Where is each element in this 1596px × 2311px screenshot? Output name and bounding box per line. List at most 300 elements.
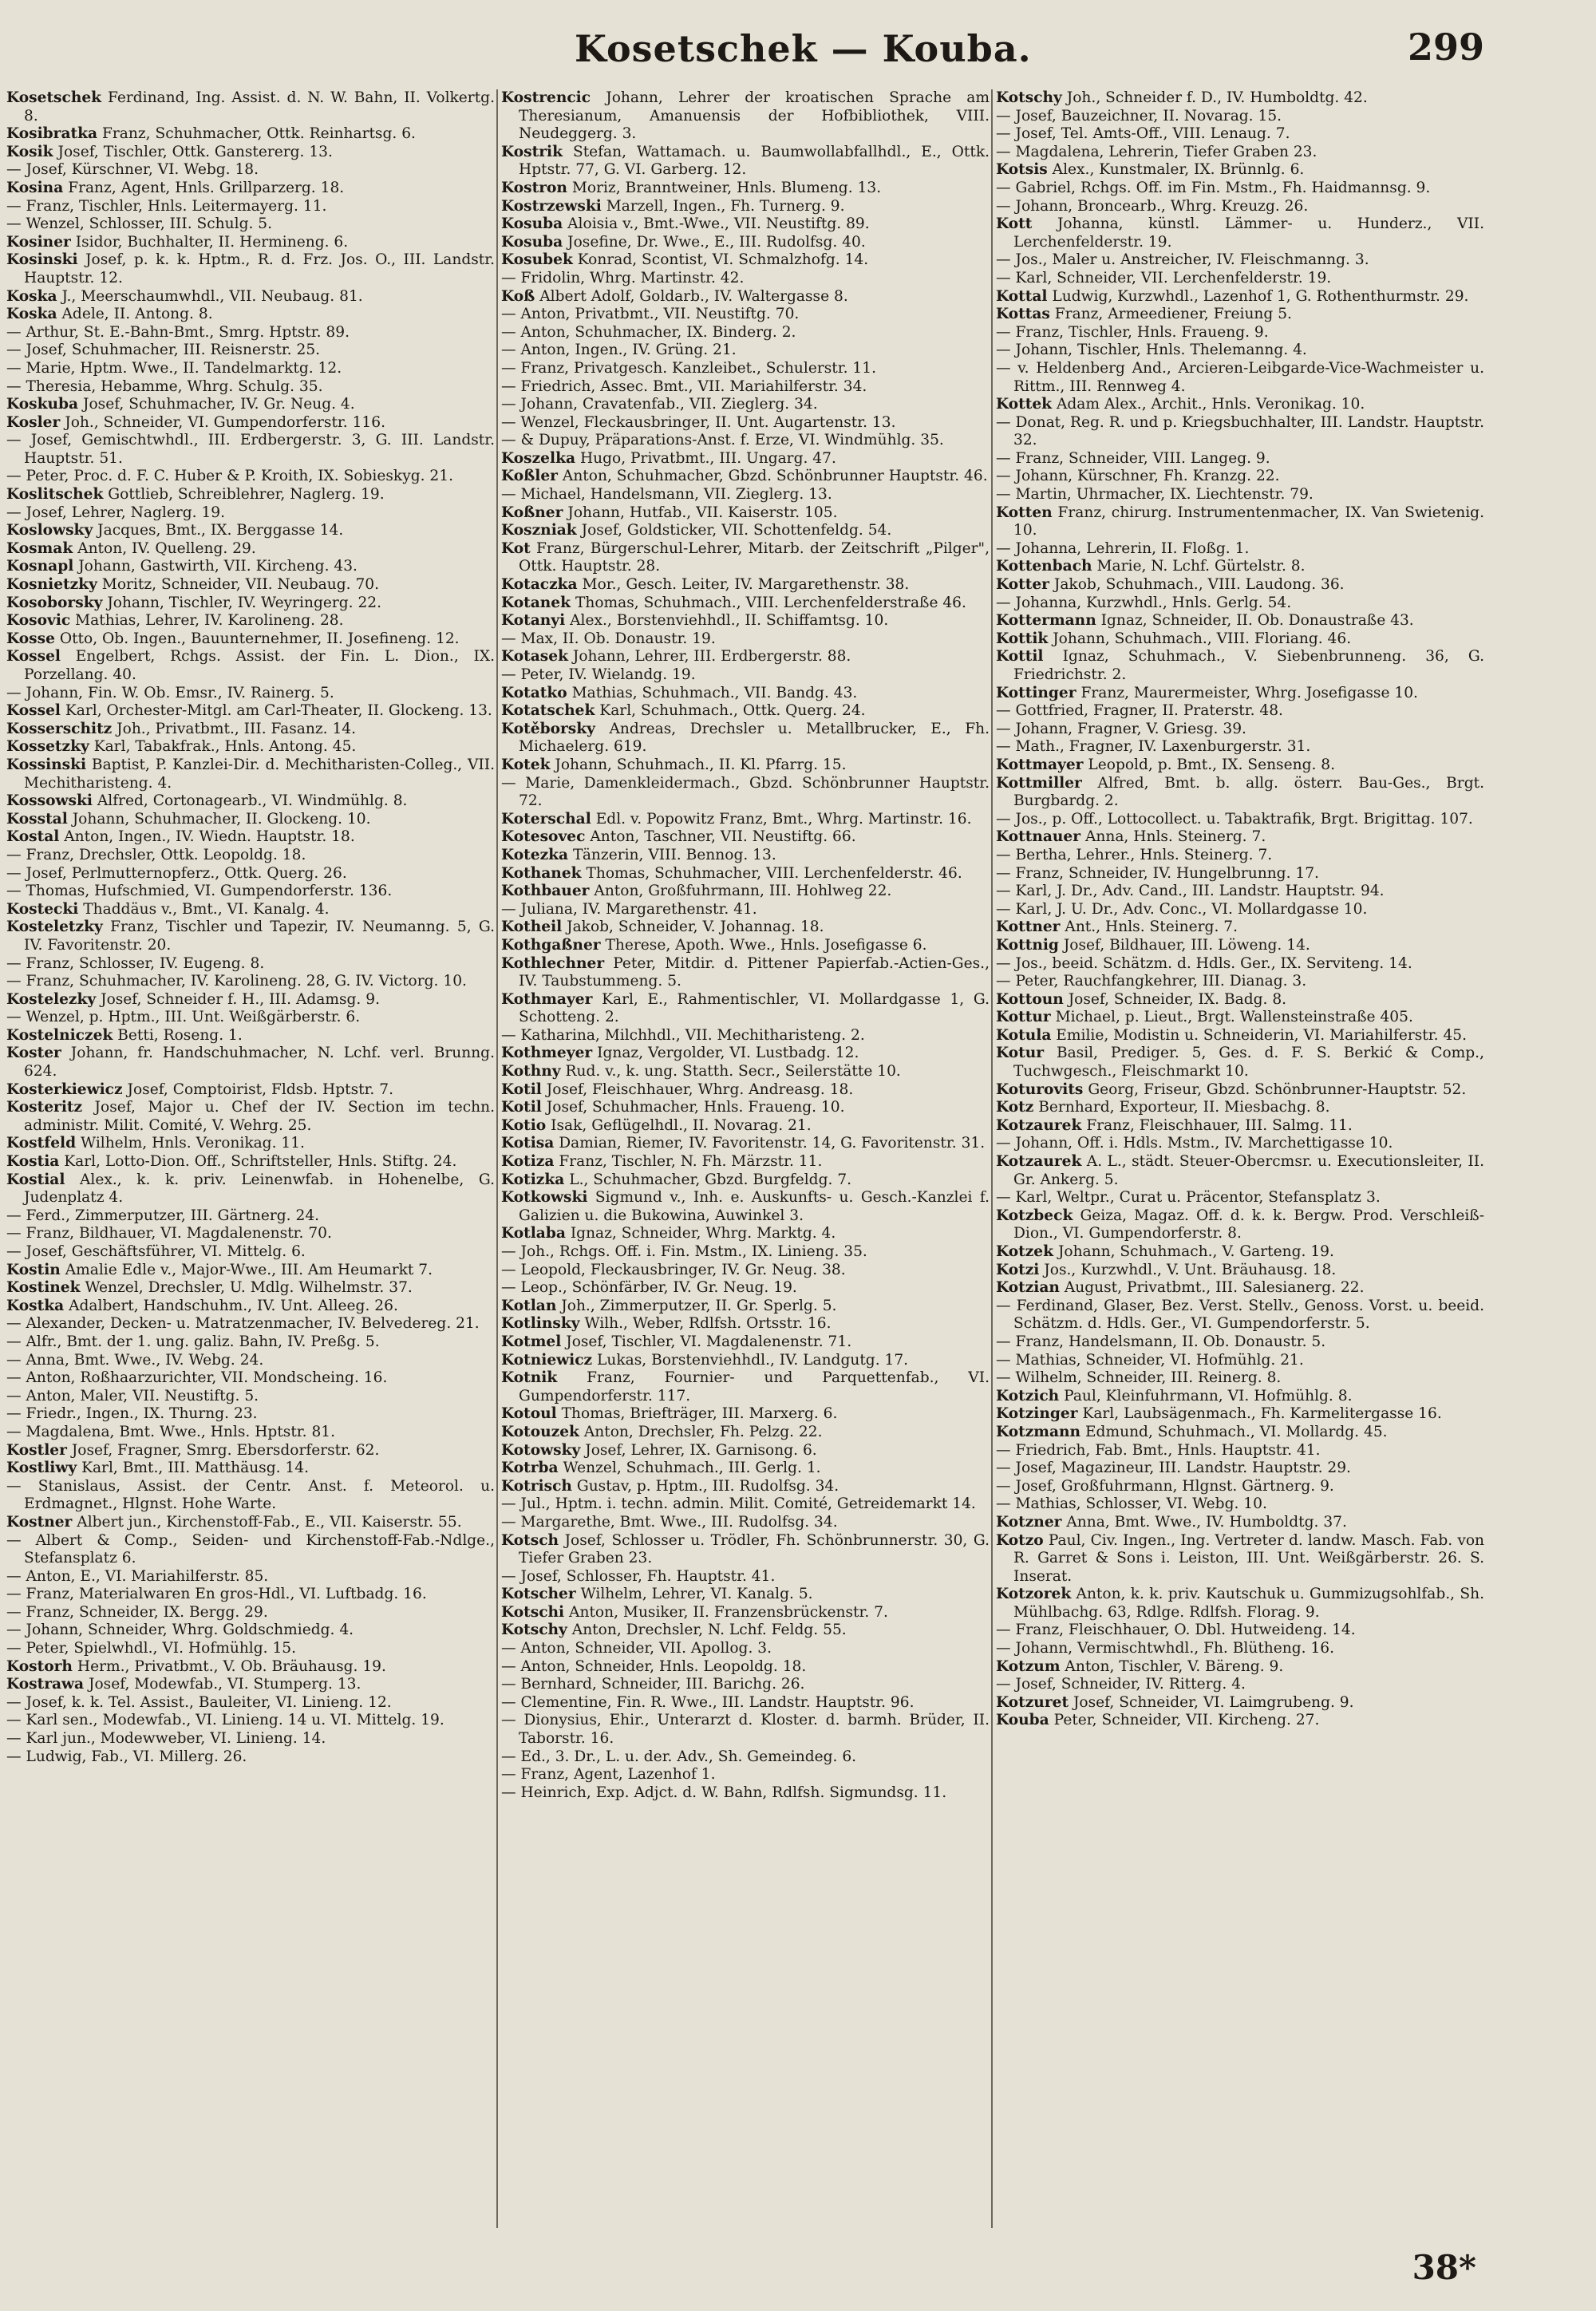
- entry-surname: Kouba: [996, 1712, 1049, 1729]
- entry-surname: Kottnig: [996, 936, 1059, 954]
- entry-details: Joh., Zimmerputzer, II. Gr. Sperlg. 5.: [561, 1297, 837, 1314]
- entry-details: — Josef, Großfuhrmann, Hlgnst. Gärtnerg. 9.: [996, 1477, 1334, 1495]
- entry-details: — Anton, Schuhmacher, IX. Binderg. 2.: [501, 323, 796, 341]
- entry-surname: Koturovits: [996, 1080, 1084, 1098]
- entry-surname: Kostorh: [6, 1657, 73, 1675]
- entry-surname: Kott: [996, 215, 1033, 233]
- directory-entry: [6, 612, 495, 630]
- entry-details: Albert jun., Kirchenstoff-Fab., E., VII. Kaiserstr. 55.: [77, 1513, 462, 1531]
- entry-details: — Max, II. Ob. Donaustr. 19.: [501, 630, 716, 647]
- directory-entry: [996, 1081, 1484, 1100]
- directory-entry: [501, 1279, 990, 1298]
- entry-details: — Karl sen., Modewfab., VI. Linieng. 14 u. VI. Mittelg. 19.: [6, 1712, 444, 1729]
- entry-details: — Josef, k. k. Tel. Assist., Bauleiter, VI. Linieng. 12.: [6, 1693, 392, 1711]
- entry-details: — Franz, Handelsmann, II. Ob. Donaustr. 5.: [996, 1333, 1326, 1350]
- directory-entry: [996, 1153, 1484, 1189]
- entry-surname: Kotio: [501, 1116, 547, 1134]
- directory-entry: [501, 198, 990, 216]
- entry-details: Damian, Riemer, IV. Favoritenstr. 14, G. Favoritenstr. 31.: [559, 1135, 986, 1152]
- entry-details: Anna, Hnls. Steinerg. 7.: [1084, 828, 1266, 846]
- directory-entry: [6, 1135, 495, 1153]
- entry-surname: Kossinski: [6, 756, 87, 773]
- entry-surname: Kot: [501, 539, 531, 557]
- entry-details: — Alexander, Decken- u. Matratzenmacher, IV. Belvedereg. 21.: [6, 1315, 480, 1333]
- entry-details: — Michael, Handelsmann, VII. Zieglerg. 13.: [501, 486, 832, 504]
- entry-details: — Karl, J. Dr., Adv. Cand., III. Landstr. Hauptstr. 94.: [996, 883, 1385, 900]
- entry-details: — Josef, Lehrer, Naglerg. 19.: [6, 504, 226, 521]
- entry-details: — Johanna, Kurzwhdl., Hnls. Gerlg. 54.: [996, 594, 1292, 611]
- entry-details: Alfred, Bmt. b. allg. österr. Bau-Ges., Brgt. Burgbardg. 2.: [1013, 774, 1484, 810]
- directory-entry: [6, 702, 495, 721]
- directory-entry: [501, 1225, 990, 1243]
- directory-entry: [6, 1045, 495, 1080]
- entry-surname: Kotter: [996, 576, 1049, 594]
- entry-surname: Kottnauer: [996, 828, 1081, 846]
- entry-details: Wenzel, Drechsler, U. Mdlg. Wilhelmstr. 37.: [85, 1279, 413, 1297]
- directory-entry: [996, 1676, 1484, 1694]
- entry-surname: Kostelniczek: [6, 1026, 113, 1044]
- directory-entry: [6, 901, 495, 919]
- directory-entry: [996, 1243, 1484, 1262]
- entry-details: Franz, Tischler und Tapezir, IV. Neumanng. 5, G. IV. Favoritenstr. 20.: [24, 918, 495, 954]
- entry-details: — Karl, J. U. Dr., Adv. Conc., VI. Mollardgasse 10.: [996, 900, 1368, 918]
- directory-entry: [6, 685, 495, 703]
- entry-details: Franz, Fleischhauer, III. Salmg. 11.: [1086, 1116, 1353, 1134]
- entry-surname: Kotzich: [996, 1387, 1060, 1404]
- entry-details: Wenzel, Schuhmach., III. Gerlg. 1.: [563, 1460, 821, 1477]
- directory-entry: [996, 595, 1484, 613]
- directory-entry: [6, 1243, 495, 1262]
- directory-entry: [6, 1369, 495, 1388]
- directory-entry: [6, 828, 495, 847]
- directory-entry: [996, 937, 1484, 955]
- directory-entry: [996, 108, 1484, 126]
- directory-entry: [501, 1315, 990, 1333]
- entry-surname: Kottil: [996, 648, 1044, 666]
- directory-entry: [6, 792, 495, 811]
- directory-entry: [6, 1099, 495, 1135]
- directory-entry: [996, 360, 1484, 396]
- entry-surname: Kotzo: [996, 1531, 1044, 1549]
- entry-surname: Kotschi: [501, 1603, 565, 1621]
- entry-details: Paul, Kleinfuhrmann, VI. Hofmühlg. 8.: [1064, 1387, 1353, 1404]
- entry-details: Anton, Drechsler, Fh. Pelzg. 22.: [583, 1423, 823, 1440]
- entry-surname: Kostal: [6, 828, 60, 846]
- entry-details: Anna, Bmt. Wwe., IV. Humboldtg. 37.: [1066, 1513, 1347, 1531]
- directory-entry: [996, 1495, 1484, 1514]
- directory-entry: [996, 973, 1484, 991]
- entry-surname: Kothgaßner: [501, 936, 601, 954]
- directory-entry: [996, 757, 1484, 775]
- directory-entry: [996, 89, 1484, 108]
- directory-entry: [6, 306, 495, 324]
- directory-entry: [501, 1514, 990, 1532]
- directory-entry: [6, 125, 495, 144]
- entry-details: — Peter, Rauchfangkehrer, III. Dianag. 3.: [996, 973, 1307, 990]
- entry-details: — Ed., 3. Dr., L. u. der. Adv., Sh. Gemeindeg. 6.: [501, 1748, 857, 1765]
- entry-details: — Friedrich, Fab. Bmt., Hnls. Hauptstr. 41.: [996, 1441, 1321, 1459]
- directory-entry: [6, 1262, 495, 1280]
- directory-entry: [6, 883, 495, 901]
- directory-entry: [501, 1658, 990, 1677]
- directory-entry: [501, 378, 990, 397]
- entry-details: Johann, Lehrer, III. Erdbergerstr. 88.: [572, 648, 851, 666]
- entry-details: Isak, Geflügelhdl., II. Novarag. 21.: [551, 1116, 812, 1134]
- entry-surname: Kotheil: [501, 918, 563, 936]
- directory-entry: [501, 1622, 990, 1640]
- entry-details: Baptist, P. Kanzlei-Dir. d. Mechitharisten-Colleg., VII. Mechitharisteng. 4.: [24, 756, 495, 792]
- entry-surname: Kotnik: [501, 1369, 558, 1387]
- entry-surname: Kosinski: [6, 251, 78, 269]
- entry-details: Andreas, Drechsler u. Metallbrucker, E., Fh. Michaelerg. 619.: [519, 720, 990, 756]
- entry-details: Peter, Mitdir. d. Pittener Papierfab.-Actien-Ges., IV. Taubstummeng. 5.: [519, 954, 990, 990]
- entry-details: Anton, Großfuhrmann, III. Hohlweg 22.: [594, 883, 892, 900]
- entry-details: Josef, Fleischhauer, Whrg. Andreasg. 18.: [546, 1080, 854, 1098]
- directory-entry: [996, 215, 1484, 251]
- entry-surname: Kostelezky: [6, 990, 97, 1008]
- entry-details: — Jul., Hptm. i. techn. admin. Milit. Comité, Getreidemarkt 14.: [501, 1495, 976, 1513]
- entry-details: Josef, Schneider f. H., III. Adamsg. 9.: [101, 990, 380, 1008]
- entry-surname: Kostfeld: [6, 1135, 77, 1152]
- column-divider: [496, 89, 498, 2228]
- directory-entry: [996, 1442, 1484, 1460]
- directory-entry: [501, 955, 990, 991]
- entry-details: — Josef, Geschäftsführer, VI. Mittelg. 6.: [6, 1243, 306, 1260]
- entry-details: Johann, Hutfab., VII. Kaiserstr. 105.: [567, 504, 838, 521]
- directory-entry: [501, 1262, 990, 1280]
- entry-details: — Franz, Schneider, IV. Hungelbrunng. 17.: [996, 864, 1319, 882]
- entry-surname: Kothmayer: [501, 990, 593, 1008]
- entry-details: — Bertha, Lehrer., Hnls. Steinerg. 7.: [996, 846, 1273, 863]
- entry-surname: Kotkowski: [501, 1189, 588, 1207]
- entry-surname: Kostner: [6, 1513, 73, 1531]
- entry-details: — Karl jun., Modewweber, VI. Linieng. 14.: [6, 1730, 326, 1748]
- directory-entry: [6, 757, 495, 792]
- directory-entry: [6, 1748, 495, 1767]
- directory-entry: [996, 630, 1484, 649]
- directory-entry: [501, 648, 990, 666]
- entry-details: — Magdalena, Lehrerin, Tiefer Graben 23.: [996, 143, 1317, 160]
- directory-entry: [501, 666, 990, 685]
- entry-surname: Koster: [6, 1045, 61, 1062]
- entry-surname: Koßler: [501, 468, 558, 485]
- entry-details: Anton, Musiker, II. Franzensbrückenstr. 7.: [569, 1603, 888, 1621]
- entry-details: — Josef, Perlmutternopferz., Ottk. Querg. 26.: [6, 864, 347, 882]
- entry-surname: Kottal: [996, 287, 1048, 305]
- entry-details: Ferdinand, Ing. Assist. d. N. W. Bahn, II. Volkertg. 8.: [24, 89, 495, 124]
- directory-entry: [996, 324, 1484, 342]
- entry-surname: Kotzorek: [996, 1586, 1072, 1603]
- entry-details: Adam Alex., Archit., Hnls. Veronikag. 10.: [1056, 396, 1365, 413]
- directory-entry: [996, 901, 1484, 919]
- entry-details: Anton, Ingen., IV. Wiedn. Hauptstr. 18.: [64, 828, 355, 846]
- entry-details: — Albert & Comp., Seiden- und Kirchenstoff-Fab.-Ndlge., Stefansplatz 6.: [6, 1531, 495, 1567]
- directory-entry: [6, 1027, 495, 1045]
- entry-details: Johann, fr. Handschuhmacher, N. Lchf. verl. Brunng. 624.: [24, 1045, 495, 1080]
- entry-details: Josef, Goldsticker, VII. Schottenfeldg. 54.: [581, 522, 892, 539]
- entry-surname: Kottermann: [996, 612, 1096, 630]
- entry-surname: Koska: [6, 287, 57, 305]
- entry-surname: Kosserschitz: [6, 720, 113, 737]
- directory-entry: [996, 288, 1484, 306]
- entry-details: — Arthur, St. E.-Bahn-Bmt., Smrg. Hptstr. 89.: [6, 323, 350, 341]
- directory-entry: [996, 251, 1484, 270]
- entry-details: Wilhelm, Lehrer, VI. Kanalg. 5.: [580, 1586, 813, 1603]
- entry-surname: Kotsch: [501, 1531, 559, 1549]
- entry-details: Thomas, Schuhmacher, VIII. Lerchenfelderstr. 46.: [586, 864, 962, 882]
- entry-details: — Ferd., Zimmerputzer, III. Gärtnerg. 24.: [6, 1207, 320, 1224]
- entry-surname: Kotzbeck: [996, 1207, 1073, 1224]
- directory-entry: [6, 738, 495, 757]
- entry-details: Anton, Taschner, VII. Neustiftg. 66.: [590, 828, 856, 846]
- entry-details: Johann, Schuhmach., V. Garteng. 19.: [1057, 1243, 1334, 1260]
- directory-entry: [996, 1333, 1484, 1352]
- directory-entry: [6, 1694, 495, 1713]
- entry-details: Leopold, p. Bmt., IX. Senseng. 8.: [1088, 756, 1336, 773]
- directory-entry: [6, 144, 495, 162]
- entry-details: Johann, Schuhmach., VIII. Floriang. 46.: [1053, 630, 1352, 647]
- entry-details: — Johann, Kürschner, Fh. Kranzg. 22.: [996, 468, 1280, 485]
- entry-surname: Kosik: [6, 143, 53, 160]
- entry-details: Anton, Drechsler, N. Lchf. Feldg. 55.: [571, 1622, 847, 1639]
- directory-entry: [501, 1424, 990, 1442]
- entry-details: — Josef, Gemischtwhdl., III. Erdbergerstr. 3, G. III. Landstr. Hauptstr. 51.: [6, 432, 495, 467]
- entry-surname: Kotlaba: [501, 1225, 566, 1242]
- directory-entry: [501, 450, 990, 468]
- entry-details: Anton, k. k. priv. Kautschuk u. Gummizugsohlfab., Sh. Mühlbachg. 63, Rdlge. Rdlfsh. Florag. 9.: [1013, 1586, 1484, 1621]
- directory-entry: [996, 1640, 1484, 1658]
- directory-entry: [501, 702, 990, 721]
- entry-details: Bernhard, Exporteur, II. Miesbachg. 8.: [1038, 1099, 1330, 1116]
- entry-details: Karl, Schuhmach., Ottk. Querg. 24.: [599, 702, 866, 720]
- entry-surname: Kosubek: [501, 251, 573, 269]
- entry-details: Josef, Lehrer, IX. Garnisong. 6.: [585, 1441, 817, 1459]
- entry-surname: Kothanek: [501, 864, 582, 882]
- directory-entry: [6, 1315, 495, 1333]
- entry-details: Karl, Tabakfrak., Hnls. Antong. 45.: [93, 738, 357, 756]
- entry-details: Thaddäus v., Bmt., VI. Kanalg. 4.: [83, 900, 330, 918]
- entry-surname: Kosetschek: [6, 89, 102, 106]
- entry-details: — Heinrich, Exp. Adjct. d. W. Bahn, Rdlfsh. Sigmundsg. 11.: [501, 1784, 947, 1801]
- entry-surname: Kossel: [6, 702, 61, 720]
- directory-entry: [6, 973, 495, 991]
- directory-entry: [996, 1027, 1484, 1045]
- directory-entry: [996, 811, 1484, 829]
- entry-surname: Kostliwy: [6, 1460, 77, 1477]
- entry-details: J., Meerschaumwhdl., VII. Neubaug. 81.: [61, 287, 363, 305]
- entry-surname: Kostler: [6, 1441, 67, 1459]
- directory-entry: [6, 324, 495, 342]
- entry-surname: Kottmayer: [996, 756, 1084, 773]
- directory-entry: [501, 1694, 990, 1713]
- entry-details: Michael, p. Lieut., Brgt. Wallensteinstraße 405.: [1055, 1009, 1413, 1026]
- entry-surname: Kotten: [996, 504, 1053, 521]
- entry-details: — Mathias, Schneider, VI. Hofmühlg. 21.: [996, 1351, 1304, 1369]
- entry-details: — & Dupuy, Präparations-Anst. f. Erze, VI. Windmühlg. 35.: [501, 432, 944, 449]
- entry-details: — Marie, Damenkleidermach., Gbzd. Schönbrunner Hauptstr. 72.: [501, 774, 990, 810]
- entry-surname: Kotanek: [501, 594, 571, 611]
- directory-entry: [6, 918, 495, 954]
- entry-surname: Kosteletzky: [6, 918, 103, 936]
- entry-details: Wilhelm, Hnls. Veronikag. 11.: [81, 1135, 305, 1152]
- entry-surname: Kostrencic: [501, 89, 591, 106]
- entry-surname: Kotzek: [996, 1243, 1054, 1260]
- directory-entry: [6, 1333, 495, 1352]
- directory-entry: [501, 811, 990, 829]
- directory-entry: [6, 1424, 495, 1442]
- entry-surname: Kotisa: [501, 1135, 555, 1152]
- directory-entry: [501, 1676, 990, 1694]
- directory-entry: [6, 1298, 495, 1316]
- directory-entry: [501, 1153, 990, 1171]
- entry-surname: Kothlechner: [501, 954, 605, 972]
- directory-entry: [501, 847, 990, 865]
- entry-details: Amalie Edle v., Major-Wwe., III. Am Heumarkt 7.: [65, 1261, 433, 1278]
- entry-details: — Clementine, Fin. R. Wwe., III. Landstr. Hauptstr. 96.: [501, 1693, 915, 1711]
- entry-details: Josef, Schuhmacher, Hnls. Fraueng. 10.: [546, 1099, 845, 1116]
- entry-surname: Kotaczka: [501, 576, 578, 594]
- entry-surname: Kottek: [996, 396, 1053, 413]
- directory-entry: [996, 576, 1484, 595]
- entry-details: — Fridolin, Whrg. Martinstr. 42.: [501, 269, 745, 286]
- entry-details: Joh., Schneider f. D., IV. Humboldtg. 42.: [1066, 89, 1368, 106]
- entry-surname: Kosler: [6, 413, 61, 431]
- directory-entry: [996, 1622, 1484, 1640]
- entry-details: Josef, Bildhauer, III. Löweng. 14.: [1063, 936, 1310, 954]
- entry-details: — Franz, Schneider, IX. Bergg. 29.: [6, 1603, 268, 1621]
- entry-details: — Franz, Bildhauer, VI. Magdalenenstr. 70.: [6, 1225, 332, 1242]
- entry-details: — Friedrich, Assec. Bmt., VII. Mariahilferstr. 34.: [501, 377, 867, 395]
- entry-details: — Leopold, Fleckausbringer, IV. Gr. Neug. 38.: [501, 1261, 846, 1278]
- directory-entry: [501, 251, 990, 270]
- entry-surname: Kothmeyer: [501, 1045, 593, 1062]
- directory-entry: [501, 721, 990, 757]
- directory-entry: [6, 1532, 495, 1568]
- entry-surname: Kotrba: [501, 1460, 559, 1477]
- directory-entry: [996, 1712, 1484, 1730]
- entry-surname: Kothny: [501, 1063, 561, 1080]
- entry-surname: Koslowsky: [6, 522, 93, 539]
- entry-details: — Josef, Magazineur, III. Landstr. Hauptstr. 29.: [996, 1460, 1351, 1477]
- directory-entry: [6, 396, 495, 414]
- entry-surname: Kosibratka: [6, 125, 98, 143]
- directory-entry: [6, 522, 495, 540]
- entry-details: — Josef, Schlosser, Fh. Hauptstr. 41.: [501, 1567, 776, 1585]
- entry-surname: Kotizka: [501, 1171, 565, 1188]
- entry-details: Stefan, Wattamach. u. Baumwollabfallhdl., E., Ottk. Hptstr. 77, G. VI. Garberg. 12.: [519, 143, 990, 179]
- entry-details: — Franz, Agent, Lazenhof 1.: [501, 1766, 716, 1784]
- entry-details: A. L., städt. Steuer-Obercmsr. u. Executionsleiter, II. Gr. Ankerg. 5.: [1013, 1153, 1484, 1188]
- entry-surname: Kottas: [996, 306, 1050, 323]
- directory-entry: [501, 288, 990, 306]
- directory-entry: [6, 1352, 495, 1370]
- entry-details: Josef, Schneider, VI. Laimgrubeng. 9.: [1073, 1693, 1354, 1711]
- directory-entry: [6, 504, 495, 523]
- entry-details: Jakob, Schuhmach., VIII. Laudong. 36.: [1053, 576, 1345, 594]
- entry-details: Mathias, Schuhmach., VII. Bandg. 43.: [571, 684, 858, 701]
- entry-details: L., Schuhmacher, Gbzd. Burgfeldg. 7.: [569, 1171, 852, 1188]
- directory-entry: [501, 1189, 990, 1225]
- directory-entry: [501, 1099, 990, 1117]
- entry-details: Paul, Civ. Ingen., Ing. Vertreter d. landw. Masch. Fab. von R. Garret & Sons i. Leiston, III. Unt. Weißgärberstr. 26. S. Inserat.: [1013, 1531, 1484, 1585]
- directory-entry: [6, 811, 495, 829]
- directory-entry: [6, 1622, 495, 1640]
- entry-details: — Bernhard, Schneider, III. Barichg. 26.: [501, 1676, 805, 1693]
- entry-details: Alfred, Cortonagearb., VI. Windmühlg. 8.: [97, 792, 408, 810]
- directory-entry: [996, 918, 1484, 937]
- directory-entry: [501, 396, 990, 414]
- entry-details: — Jos., Maler u. Anstreicher, IV. Fleischmanng. 3.: [996, 251, 1369, 269]
- entry-details: Anton, Schuhmacher, Gbzd. Schönbrunner Hauptstr. 46.: [562, 468, 988, 485]
- entry-details: Josef, Schneider, IX. Badg. 8.: [1068, 990, 1287, 1008]
- entry-details: Adalbert, Handschuhm., IV. Unt. Alleeg. 26.: [69, 1297, 398, 1314]
- directory-entry: [501, 270, 990, 288]
- directory-entry: [6, 1442, 495, 1460]
- directory-entry: [6, 215, 495, 234]
- page-title: Kosetschek — Kouba.: [575, 27, 1032, 70]
- entry-details: Franz, chirurg. Instrumentenmacher, IX. Van Swietenig. 10.: [1013, 504, 1484, 539]
- entry-details: — Franz, Materialwaren En gros-Hdl., VI. Luftbadg. 16.: [6, 1586, 427, 1603]
- directory-entry: [6, 1388, 495, 1406]
- entry-details: — Wenzel, Schlosser, III. Schulg. 5.: [6, 215, 273, 233]
- entry-details: Marie, N. Lchf. Gürtelstr. 8.: [1096, 558, 1306, 575]
- directory-entry: [996, 1117, 1484, 1136]
- entry-surname: Kostrzewski: [501, 197, 602, 215]
- entry-surname: Kotscher: [501, 1586, 576, 1603]
- directory-entry: [6, 1676, 495, 1694]
- entry-details: — Peter, Proc. d. F. C. Huber & P. Kroith, IX. Sobieskyg. 21.: [6, 468, 453, 485]
- entry-surname: Kosina: [6, 179, 64, 196]
- directory-entry: [996, 955, 1484, 974]
- directory-entry: [501, 1460, 990, 1478]
- entry-details: Josef, Tischler, Ottk. Ganstererg. 13.: [57, 143, 333, 160]
- entry-surname: Kosteritz: [6, 1099, 83, 1116]
- directory-entry: [501, 865, 990, 883]
- entry-details: Franz, Armeediener, Freiung 5.: [1054, 306, 1292, 323]
- entry-surname: Kosterkiewicz: [6, 1080, 123, 1098]
- entry-details: Engelbert, Rchgs. Assist. der Fin. L. Dion., IX. Porzellang. 40.: [24, 648, 495, 683]
- entry-surname: Kotesovec: [501, 828, 586, 846]
- directory-entry: [996, 648, 1484, 684]
- entry-details: Josef, Fragner, Smrg. Ebersdorferstr. 62.: [71, 1441, 380, 1459]
- directory-entry: [501, 1063, 990, 1081]
- entry-surname: Kothbauer: [501, 883, 590, 900]
- entry-details: Emilie, Modistin u. Schneiderin, VI. Mariahilferstr. 45.: [1056, 1026, 1468, 1044]
- entry-details: Josef, Tischler, VI. Magdalenenstr. 71.: [566, 1333, 852, 1350]
- directory-entry: [501, 540, 990, 576]
- entry-details: Karl, Lotto-Dion. Off., Schriftsteller, Hnls. Stiftg. 24.: [64, 1153, 457, 1171]
- entry-surname: Kosnietzky: [6, 576, 97, 594]
- directory-entry: [996, 847, 1484, 865]
- entry-details: Josef, p. k. k. Hptm., R. d. Frz. Jos. O., III. Landstr. Hauptstr. 12.: [24, 251, 495, 286]
- entry-details: Alex., Borstenviehhdl., II. Schiffamtsg. 10.: [570, 612, 889, 630]
- entry-details: Tänzerin, VIII. Bennog. 13.: [572, 846, 776, 863]
- entry-details: — Anton, Maler, VII. Neustiftg. 5.: [6, 1387, 259, 1404]
- directory-entry: [501, 1712, 990, 1748]
- entry-details: — Donat, Reg. R. und p. Kriegsbuchhalter, III. Landstr. Hauptstr. 32.: [996, 413, 1484, 449]
- entry-details: — Anton, Ingen., IV. Grüng. 21.: [501, 342, 737, 359]
- entry-details: Ant., Hnls. Steinerg. 7.: [1065, 918, 1238, 936]
- entry-details: — Anton, Privatbmt., VII. Neustiftg. 70.: [501, 306, 800, 323]
- directory-entry: [6, 1207, 495, 1226]
- entry-details: Otto, Ob. Ingen., Bauunternehmer, II. Josefineng. 12.: [59, 630, 460, 647]
- entry-surname: Koszelka: [501, 449, 576, 467]
- directory-entry: [501, 1766, 990, 1784]
- directory-entry: [501, 1135, 990, 1153]
- entry-details: Johann, Lehrer der kroatischen Sprache am Theresianum, Amanuensis der Hofbibliothek, VIII. Neudeggerg. 3.: [519, 89, 990, 143]
- directory-entry: [501, 522, 990, 540]
- directory-entry: [996, 306, 1484, 324]
